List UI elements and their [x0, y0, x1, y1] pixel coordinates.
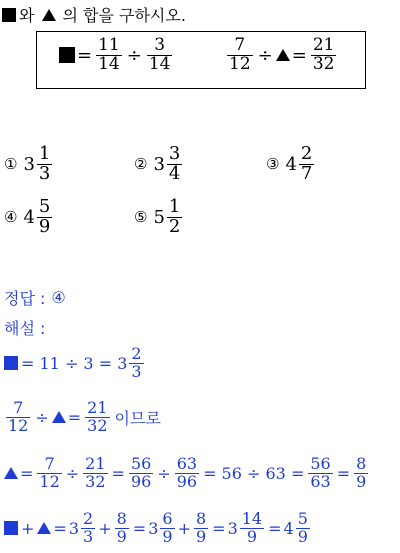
fraction: $\frac{11}{14}$: [98, 35, 120, 75]
given-equations-box: [36, 31, 366, 89]
question-text: [2, 3, 186, 26]
square-icon: [4, 521, 18, 535]
square-icon: [2, 8, 16, 22]
fraction: $\frac{21}{32}$: [312, 35, 335, 75]
choice-2[interactable]: ② 3 $\frac{3}{4}$: [134, 143, 181, 185]
triangle-icon: [52, 411, 66, 423]
question-suffix: 의 합을 구하시오.: [62, 6, 186, 25]
choice-5[interactable]: ⑤ 5 $\frac{1}{2}$: [134, 196, 181, 238]
square-icon: [59, 47, 75, 63]
fraction: $\frac{3}{14}$: [148, 35, 171, 75]
triangle-icon: [42, 9, 56, 21]
fraction: $\frac{7}{12}$: [229, 35, 251, 75]
question-prefix: 와: [19, 6, 35, 25]
answer-line: [4, 286, 66, 309]
explanation-line-2: $\frac{7}{12}$ ÷ = $\frac{21}{32}$ 이므로: [8, 398, 161, 435]
triangle-icon: [276, 49, 290, 61]
choice-4[interactable]: ④ 4 $\frac{5}{9}$: [4, 196, 51, 238]
choice-1[interactable]: ① 3 $\frac{1}{3}$: [4, 143, 51, 185]
given-equation-2: $\frac{7}{12}$ ÷ = $\frac{21}{32}$: [229, 35, 335, 75]
answer-label: 정답 :: [4, 289, 46, 308]
explanation-line-4: + = 3 $\frac{2}{3}$ + $\frac{8}{9}$ = 3 $\frac{6}{9}$ + $\frac{8}{9}$ = 3 $\frac{14}{9}$ = 4 $\frac{5}{9}$: [4, 511, 312, 546]
given-equation-1: = $\frac{11}{14}$ ÷ $\frac{3}{14}$: [59, 37, 174, 74]
choice-3[interactable]: ③ 4 $\frac{2}{7}$: [266, 143, 313, 185]
answer-value: ④: [51, 288, 66, 307]
explanation-line-3: = $\frac{7}{12}$ ÷ $\frac{21}{32}$ = $\frac{56}{96}$ ÷ $\frac{63}{96}$ = 56 ÷ 63 = $\frac{56}{63}$ = $\frac{8}{9}$: [4, 456, 370, 491]
triangle-icon: [4, 467, 18, 479]
explanation-line-1: = 11 ÷ 3 = 3 $\frac{2}{3}$: [4, 346, 146, 381]
triangle-icon: [37, 522, 51, 534]
explanation-label: 해설 :: [4, 319, 46, 338]
square-icon: [4, 356, 18, 370]
